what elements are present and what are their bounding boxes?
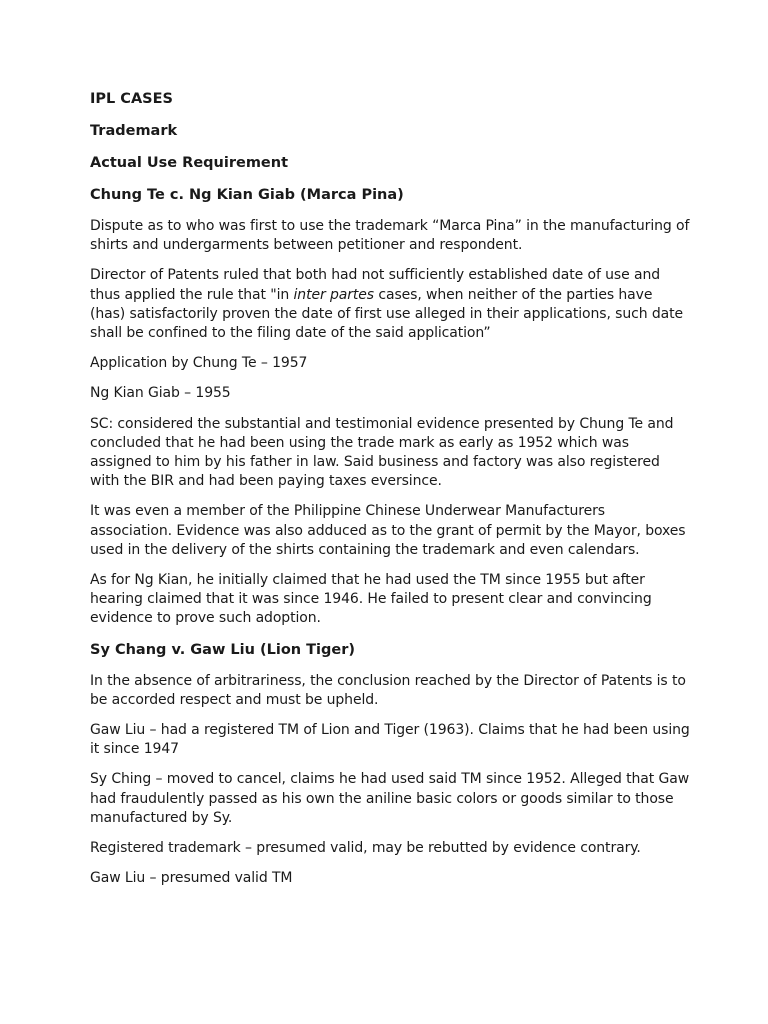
heading-ipl-cases: IPL CASES [90,91,173,107]
paragraph: Registered trademark – presumed valid, may be rebutted by evidence contrary. [90,840,641,857]
case-title-chung-te: Chung Te c. Ng Kian Giab (Marca Pina) [90,187,404,203]
paragraph: Ng Kian Giab – 1955 [90,385,231,402]
heading-trademark: Trademark [90,123,178,139]
italic-term: inter partes [293,286,375,303]
paragraph: Gaw Liu – had a registered TM of Lion and Tiger (1963). Claims that he had been using it since 1947 [90,722,690,758]
paragraph-director-ruling [90,266,690,343]
paragraph: Gaw Liu – presumed valid TM [90,870,293,887]
paragraph: Dispute as to who was first to use the trademark “Marca Pina” in the manufacturing of shirts and undergarments between petitioner and respondent. [90,218,690,254]
heading-actual-use-requirement: Actual Use Requirement [90,155,289,171]
document-page [90,89,690,899]
paragraph: In the absence of arbitrariness, the conclusion reached by the Director of Patents is to be accorded respect and must be upheld. [90,672,686,708]
paragraph: It was even a member of the Philippine Chinese Underwear Manufacturers association. Evidence was also adduced as to the grant of permit by the Mayor, boxes used in the delivery of the shirts containing the trademark and even calendars. [90,503,686,558]
paragraph-text: Director of Patents ruled that both had not sufficiently established date of use and thus applied the rule that "in [90,267,661,303]
case-title-sy-chang: Sy Chang v. Gaw Liu (Lion Tiger) [90,641,356,658]
paragraph: Sy Ching – moved to cancel, claims he had used said TM since 1952. Alleged that Gaw had fraudulently passed as his own the aniline basic colors or goods similar to those manufactured by Sy. [90,771,690,826]
paragraph: As for Ng Kian, he initially claimed that he had used the TM since 1955 but after hearing claimed that it was since 1946. He failed to present clear and convincing evidence to prove such adoption. [90,572,652,627]
paragraph-text: cases, when neither of the parties have (has) satisfactorily proven the date of first use alleged in their applications, such date shall be confined to the filing date of the said application” [90,286,684,342]
paragraph: Application by Chung Te – 1957 [90,355,308,372]
paragraph: SC: considered the substantial and testimonial evidence presented by Chung Te and concluded that he had been using the trade mark as early as 1952 which was assigned to him by his father in law. Said business and factory was also registered with the BIR and had been paying taxes eversince. [90,415,674,490]
